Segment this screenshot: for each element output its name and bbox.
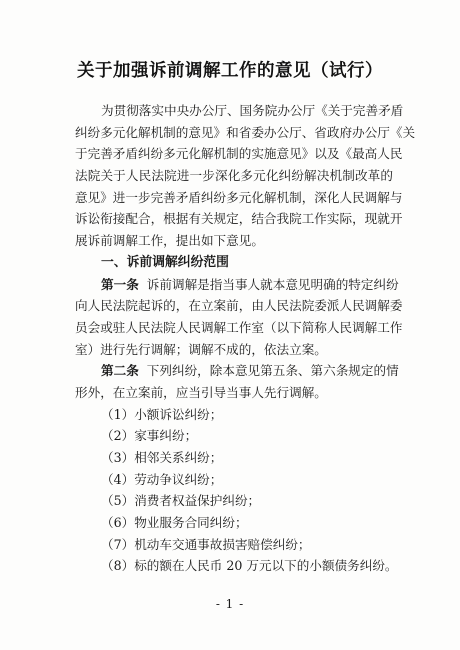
list-item: （2）家事纠纷； <box>101 428 198 444</box>
preamble-line: 展诉前调解工作，提出如下意见。 <box>75 233 264 249</box>
preamble-line: 意见》进一步完善矛盾纠纷多元化解机制，深化人民调解与 <box>75 189 403 205</box>
article-text: 下列纠纷，除本意见第五条、第六条规定的情 <box>146 363 399 379</box>
article-first-line <box>75 360 399 382</box>
article-1 <box>75 274 403 361</box>
page-number: - 1 - <box>215 597 245 611</box>
document-body <box>75 100 416 577</box>
article-2 <box>75 360 399 403</box>
dispute-list <box>75 404 398 578</box>
list-item: （8）标的额在人民币 20 万元以下的小额债务纠纷。 <box>101 558 398 574</box>
article-line: 向人民法院起诉的，在立案前，由人民法院委派人民调解委 <box>75 298 403 314</box>
document-title: 关于加强诉前调解工作的意见（试行） <box>77 61 383 81</box>
preamble-line: 法院关于人民法院进一步深化多元化纠纷解决机制改革的 <box>75 168 393 184</box>
article-label: 第一条 <box>101 276 139 292</box>
article-line: 形外，在立案前，应当引导当事人先行调解。 <box>75 384 327 400</box>
preamble-line: 诉讼衔接配合，根据有关规定，结合我院工作实际，现就开 <box>75 211 403 227</box>
preamble-line: 于完善矛盾纠纷多元化解机制的实施意见》以及《最高人民 <box>75 146 403 162</box>
preamble-line: 纠纷多元化解机制的意见》和省委办公厅、省政府办公厅《关 <box>75 124 416 140</box>
list-item: （5）消费者权益保护纠纷； <box>101 493 261 509</box>
article-text: 诉前调解是指当事人就本意见明确的特定纠纷 <box>146 276 399 292</box>
section-heading: 一、诉前调解纠纷范围 <box>101 254 229 270</box>
article-line: 员会或驻人民法院人民调解工作室（以下简称人民调解工作 <box>75 319 403 335</box>
list-item: （6）物业服务合同纠纷； <box>101 515 248 531</box>
list-item: （1）小额诉讼纠纷； <box>101 406 223 422</box>
article-line: 室）进行先行调解；调解不成的，依法立案。 <box>75 341 327 357</box>
list-item: （7）机动车交通事故损害赔偿纠纷； <box>101 536 311 552</box>
article-first-line <box>75 274 399 296</box>
preamble-line: 为贯彻落实中央办公厅、国务院办公厅《关于完善矛盾 <box>101 103 404 118</box>
article-label: 第二条 <box>101 363 139 379</box>
list-item: （4）劳动争议纠纷； <box>101 471 223 487</box>
list-item: （3）相邻关系纠纷； <box>101 450 223 465</box>
preamble <box>75 100 416 252</box>
